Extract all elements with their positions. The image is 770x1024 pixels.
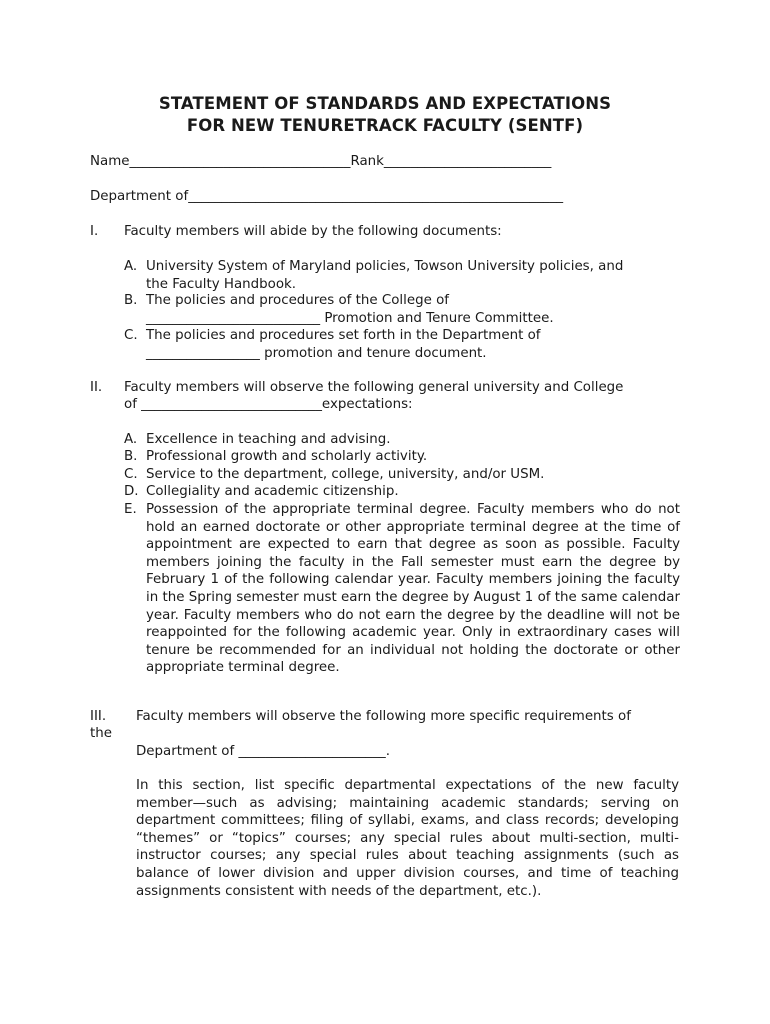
item-text-line: University System of Maryland policies, Towson University policies, and <box>146 259 624 274</box>
item-text: Professional growth and scholarly activity. <box>146 449 428 464</box>
section-1-numeral: I. <box>90 224 99 239</box>
list-marker: D. <box>124 484 139 499</box>
section-1-item-a <box>124 258 684 294</box>
item-text-line: the Faculty Handbook. <box>146 276 297 292</box>
name-rank-field-line: Name_________________________________Rank_________________________ <box>90 154 552 169</box>
section-2-item-e <box>124 501 684 696</box>
item-text-line: The policies and procedures of the College of <box>146 293 449 308</box>
section-2-item-c <box>124 466 684 484</box>
section-2-heading-line-2: of ___________________________expectations: <box>124 397 413 412</box>
title-line-2: FOR NEW TENURETRACK FACULTY (SENTF) <box>186 116 584 135</box>
list-marker: A. <box>124 432 138 447</box>
section-2-item-a <box>124 431 684 449</box>
section-3-heading: Faculty members will observe the following more specific requirements of <box>136 709 631 724</box>
list-marker: B. <box>124 293 138 308</box>
item-text-line: __________________________ Promotion and Tenure Committee. <box>146 310 554 326</box>
item-text-line: _________________ promotion and tenure document. <box>146 345 487 361</box>
list-marker: B. <box>124 449 138 464</box>
section-1-heading: Faculty members will abide by the following documents: <box>124 224 502 239</box>
list-marker: E. <box>124 502 137 517</box>
item-text-line: The policies and procedures set forth in the Department of <box>146 328 541 343</box>
list-marker: A. <box>124 259 138 274</box>
section-2-item-b <box>124 448 684 466</box>
item-text: Excellence in teaching and advising. <box>146 432 391 447</box>
section-2-item-d <box>124 483 684 501</box>
section-3-numeral: III. <box>90 709 107 724</box>
section-1-item-c <box>124 327 684 363</box>
document-title <box>0 93 770 137</box>
item-text: Collegiality and academic citizenship. <box>146 484 399 499</box>
section-1-item-b <box>124 292 684 328</box>
section-3-heading-wrap: the <box>90 726 112 741</box>
section-3-paragraph: In this section, list specific departmental expectations of the new faculty member—such as advising; maintaining academic standards; serving on department committees; filing of syllabi, exams, and class records; developing “themes” or “topics” courses; any special rules about multi-section, multi-instructor courses; any special rules about teaching assignments (such as balance of lower division and upper division courses, and time of teaching assignments consistent with needs of the department, etc.). <box>136 778 679 899</box>
item-e-text: Possession of the appropriate terminal degree. Faculty members who do not hold an earned doctorate or other appropriate terminal degree at the time of appointment are expected to earn that degree as soon as possible. Faculty members joining the faculty in the Fall semester must earn the degree by February 1 of the following calendar year. Faculty members joining the faculty in the Spring semester must earn the degree by August 1 of the same calendar year. Faculty members who do not earn the degree by the deadline will not be reappointed for the following academic year. Only in extraordinary cases will tenure be recommended for an individual not holding the doctorate or other appropriate terminal degree. <box>146 502 680 676</box>
title-line-1: STATEMENT OF STANDARDS AND EXPECTATIONS <box>158 94 612 113</box>
department-field-line: Department of________________________________________________________ <box>90 189 564 204</box>
list-marker: C. <box>124 467 138 482</box>
item-text: Service to the department, college, university, and/or USM. <box>146 467 545 482</box>
section-2-numeral: II. <box>90 380 103 395</box>
list-marker: C. <box>124 328 138 343</box>
section-3-department-line: Department of ______________________. <box>136 744 391 759</box>
section-2-heading-line-1: Faculty members will observe the following general university and College <box>124 380 624 395</box>
